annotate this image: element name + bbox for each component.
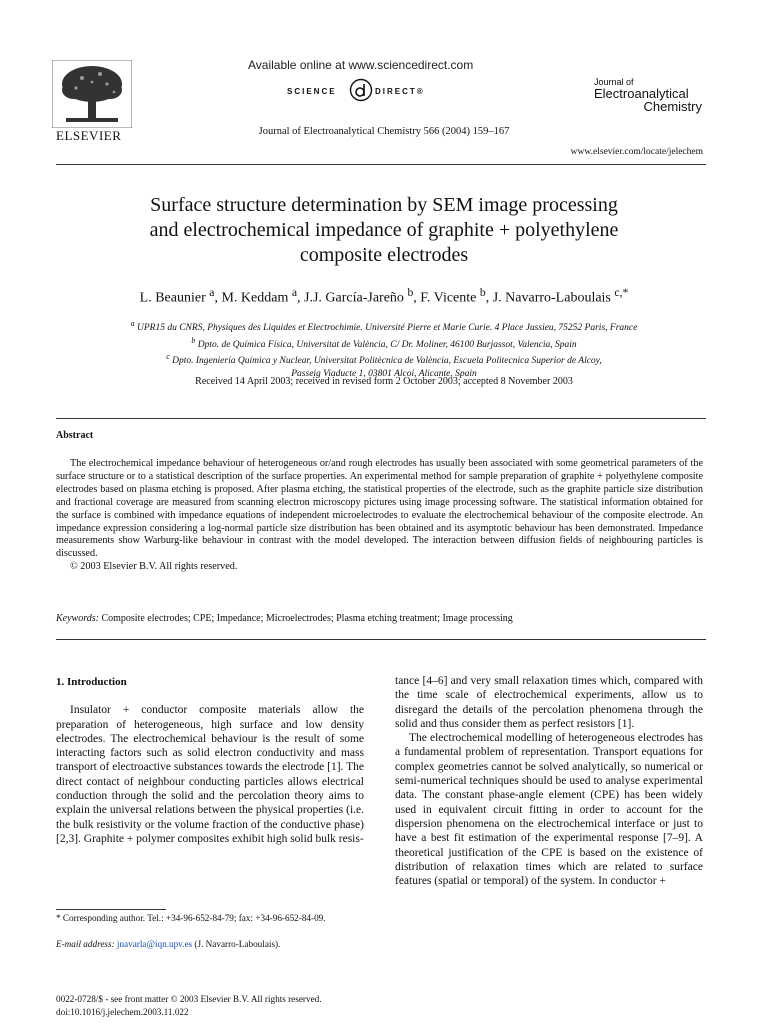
abstract-heading: Abstract	[56, 430, 94, 441]
section-heading: 1. Introduction	[56, 676, 127, 688]
email-note	[56, 938, 366, 951]
article-title	[60, 193, 708, 268]
author-affil-mark: b	[479, 286, 486, 299]
author-name: F. Vicente	[420, 290, 477, 306]
journal-logo	[594, 78, 702, 113]
page-footer	[56, 993, 322, 1018]
keywords-label: Keywords:	[56, 613, 99, 624]
journal-logo-line2: Electroanalytical	[594, 86, 689, 101]
affiliation-line: $^c$ Dpto. Ingeniería Química y Nuclear, Universitat Politècnica de València, Escuela Politecnica Superior de Alcoy,	[166, 352, 602, 367]
affiliation-line: $^b$ Dpto. de Química Física, Universitat de València, C/ Dr. Moliner, 46100 Burjassot, Valencia, Spain	[191, 335, 577, 350]
email-link[interactable]: jnavarla@iqn.upv.es	[116, 939, 193, 949]
author-affil-mark: a	[291, 286, 298, 299]
email-label: E-mail address:	[56, 939, 115, 949]
abstract-paragraph: The electrochemical impedance behaviour of heterogeneous or/and rough electrodes has usually been associated with some geometrical parameters of the surface structure or to a statistical description of the surface properties. An experimental method for sample preparation of graphite + polyethylene composite electrodes based on plasma etching is proposed. After plasma etching, the statistical properties of the electrode, such as the graphite particle size distribution and fractional coverage are measured from scanning electron microscopy pictures using image processing software. The statistical information obtained for the surface is combined with impedance equations of independent microelectrodes to evaluate the electrochemical behaviour of the composite electrode. An impedance expression considering a log-normal particle size distribution has been obtained and its asymptotic behaviour has been demonstrated. Impedance measurements show Warburg-like behaviour in contrast with the model developed. The interaction between diffusion fields of neighbouring particles is discussed.	[56, 458, 703, 560]
title-line: composite electrodes	[299, 244, 469, 266]
available-online-text: Available online at www.sciencedirect.com	[248, 58, 474, 72]
sd-left-word: SCIENCE	[287, 87, 337, 96]
sciencedirect-d-icon	[349, 78, 373, 102]
journal-logo-line3: Chemistry	[643, 99, 702, 114]
header-divider	[56, 164, 706, 165]
author-name: J. Navarro-Laboulais	[492, 290, 611, 306]
author-list: L. Beaunier $^a$, M. Keddam $^a$, J.J. García-Jareño $^b$, F. Vicente $^b$, J. Navarro-Laboulais $^{c,*}$	[139, 286, 629, 306]
publisher-name: ELSEVIER	[56, 128, 122, 143]
author-name: L. Beaunier	[139, 290, 206, 306]
abstract-divider-bottom	[56, 639, 706, 640]
sciencedirect-logo	[287, 78, 447, 104]
issn-line: 0022-0728/$ - see front matter © 2003 Elsevier B.V. All rights reserved.	[56, 994, 322, 1004]
title-line: Surface structure determination by SEM image processing	[150, 194, 618, 216]
author-name: J.J. García-Jareño	[304, 290, 404, 306]
abstract-copyright: © 2003 Elsevier B.V. All rights reserved.	[70, 561, 238, 573]
keywords-line	[56, 613, 703, 624]
journal-url[interactable]: www.elsevier.com/locate/jelechem	[570, 147, 703, 157]
corresponding-author-note: * Corresponding author. Tel.: +34-96-652-84-79; fax: +34-96-652-84-09.	[56, 913, 326, 923]
author-affil-mark: b	[407, 286, 414, 299]
footnote-divider	[56, 909, 166, 910]
received-dates: Received 14 April 2003; received in revised form 2 October 2003; accepted 8 November 2003	[195, 376, 573, 387]
author-affil-mark: c,*	[614, 286, 629, 299]
body-paragraph: Insulator + conductor composite materials allow the preparation of heterogeneous, high surface and low density electrodes. The electrochemical behaviour is the result of some interacting factors such as solid electron conductivity and mass transport of electroactive substances towards the electrode [1]. The direct contact of neighbour conducting particles allows electrical conduction through the solid and the percolation theory aims to explain the universal relations between the physical properties (i.e. the bulk resistivity or the volume fraction of the conductive phase) [2,3]. Graphite + polymer composites exhibit high solid bulk resis-	[56, 704, 364, 845]
abstract-body	[56, 458, 703, 574]
author-affil-mark: a	[209, 286, 215, 299]
email-suffix: (J. Navarro-Laboulais).	[194, 939, 281, 949]
sd-right-word: DIRECT®	[375, 87, 425, 96]
affiliation-line: $^a$ UPR15 du CNRS, Physiques des Liquides et Electrochimie. Université Pierre et Marie Curie. 4 Place Jussieu, 75252 Paris, France	[130, 319, 638, 334]
doi-line: doi:10.1016/j.jelechem.2003.11.022	[56, 1006, 189, 1017]
affiliation-line: Passeig Viaducte 1, 03801 Alcoi, Alicante, Spain	[291, 368, 477, 379]
abstract-divider-top	[56, 418, 706, 419]
left-column	[56, 675, 364, 846]
title-line: and electrochemical impedance of graphite + polyethylene	[149, 219, 619, 241]
right-column	[395, 674, 703, 888]
body-paragraph: tance [4–6] and very small relaxation times which, compared with the time scale of electrochemical experiments, allow us to disregard the details of the percolation phenomena through the solid and thus consider them as perfect resistors [1].	[395, 675, 703, 730]
elsevier-tree-logo	[52, 60, 132, 128]
keywords-list: Composite electrodes; CPE; Impedance; Microelectrodes; Plasma etching treatment; Image processing	[101, 613, 513, 624]
journal-logo-line1: Journal of	[594, 77, 634, 87]
journal-citation: Journal of Electroanalytical Chemistry 566 (2004) 159–167	[258, 126, 510, 137]
affiliations	[60, 318, 708, 380]
body-paragraph: The electrochemical modelling of heterogeneous electrodes has a fundamental problem of representation. Transport equations for complex geometries cannot be solved analytically, so numerical or semi-numerical techniques should be used to analyse experimental data. The constant phase-angle element (CPE) has been widely used in equivalent circuit fitting in order to account for the dispersion phenomena on the electrochemical interface or just to have a best fit estimation of the experimental response [7–9]. A theoretical justification of the CPE is based on the existence of distribution of relaxation times which are related to surface features (spatial or temporal) of the system. In conductor +	[395, 732, 703, 888]
author-name: M. Keddam	[221, 290, 289, 306]
